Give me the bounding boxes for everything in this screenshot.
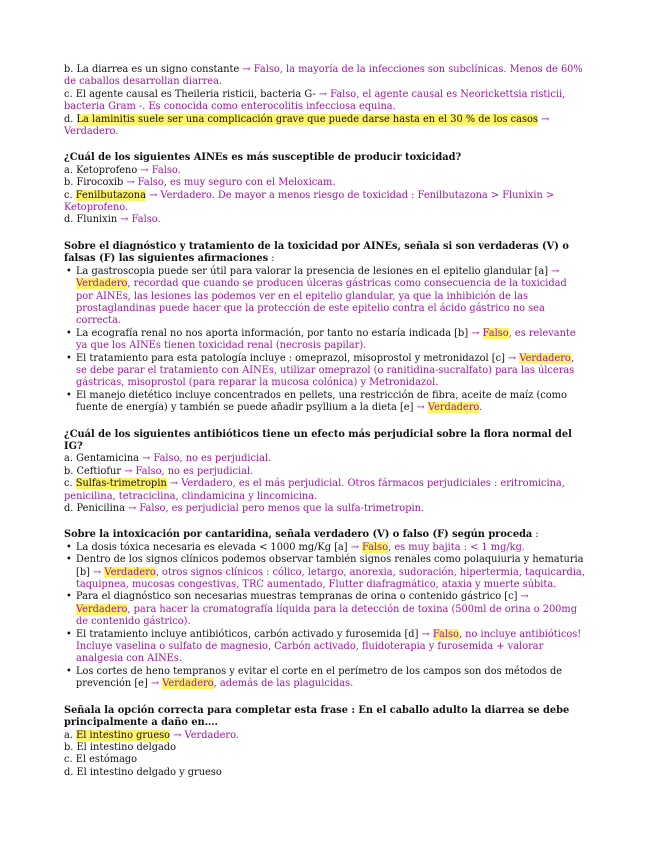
question-title: ¿Cuál de los siguientes antibióticos tiene un efecto más perjudicial sobre la flora normal del IG? [64, 428, 572, 452]
option-d: d. Penicilina → Falso, es perjudicial pero menos que la sulfa-trimetropin. [64, 503, 425, 514]
option-a: a. Ketoprofeno → Falso. [64, 164, 181, 176]
arrow-icon: → [150, 678, 160, 690]
arrow-icon: → [242, 64, 251, 75]
option-d: d. La laminitis suele ser una complicación grave que puede darse hasta en el 30 % de los casos → Verdadero. [64, 113, 550, 138]
answer-text: → Verdadero. [64, 113, 550, 138]
highlighted-answer: Verdadero [76, 603, 128, 615]
arrow-icon: → [541, 113, 550, 125]
answer-text: → Verdadero. De mayor a menos riesgo de toxicidad : Fenilbutazona > Flunixin > Ketoprofeno. [64, 189, 555, 214]
option-b: b. El intestino delgado [64, 741, 176, 753]
highlighted-answer: Sulfas-trimetropin [75, 478, 167, 490]
arrow-icon: → [520, 591, 529, 603]
option-c: c. Fenilbutazona → Verdadero. De mayor a menos riesgo de toxicidad : Fenilbutazona > Flunixin > Ketoprofeno. [64, 189, 555, 214]
arrow-icon: → [120, 214, 129, 226]
question-title: Sobre el diagnóstico y tratamiento de la toxicidad por AINEs, señala si son verdaderas (V) o falsas (F) las siguientes afirmaciones : [64, 240, 569, 265]
arrow-icon: → [128, 503, 137, 514]
option-text: c. El agente causal es Theileria risticii, bacteria G- [64, 88, 316, 100]
question-cantaridina [64, 529, 586, 690]
list-item: • El tratamiento incluye antibióticos, carbón activado y furosemida [d] → Falso, no incluye antibióticos! Incluye vaselina o sulfato de magnesio, Carbón activado, fluidoterapia y furosemida + valorar analgesia con AINEs. [76, 629, 586, 666]
highlighted-answer: Verdadero [427, 402, 480, 414]
arrow-icon: → [140, 164, 149, 176]
question-title: Sobre la intoxicación por cantaridina, señala verdadero (V) o falso (F) según proceda : [64, 529, 539, 541]
answer-text: → Falso, no es perjudicial. [142, 453, 272, 465]
list-item: • Los cortes de heno tempranos y evitar el corte en el perímetro de los campos son dos métodos de prevención [e] → Verdadero, además de las plaguicidas. [76, 666, 586, 691]
highlighted-answer: Fenilbutazona [75, 189, 146, 201]
highlighted-answer: Verdadero [104, 566, 156, 578]
answer-text: → Verdadero. [173, 729, 239, 741]
highlighted-answer: Verdadero [162, 678, 214, 690]
option-d: d. El intestino delgado y grueso [64, 766, 222, 778]
question-title: ¿Cuál de los siguientes AINEs es más susceptible de producir toxicidad? [64, 152, 462, 164]
highlighted-answer: Verdadero [76, 278, 128, 290]
arrow-icon: → [416, 402, 425, 414]
answer-text: → Verdadero, es el más perjudicial. Otros fármacos perjudiciales : eritromicina, penicilina, tetraciclina, clindamicina y lincomicina. [64, 478, 565, 502]
arrow-icon: → [124, 465, 133, 477]
list-item: • El tratamiento para esta patología incluye : omeprazol, misoprostol y metronidazol [c] → Verdadero, se debe parar el tratamiento con AINEs, utilizar omeprazol (o ranitidina-sucralfato) para las úlceras gástricas, misoprostol (para reparar la mucosa colónica) y Metronidazol. [76, 353, 586, 390]
highlighted-answer: Falso [432, 628, 459, 640]
option-c: c. El estómago [64, 754, 138, 766]
answer-text: → Falso, no es perjudicial. [124, 465, 254, 477]
question-aines-diagnosis [64, 241, 586, 415]
highlighted-answer: Verdadero [519, 352, 571, 364]
question-aines-toxicity [64, 152, 586, 226]
list-item: • La gastroscopia puede ser útil para valorar la presencia de lesiones en el epitelio glandular [a] → Verdadero, recordad que cuando se producen úlceras gástricas como consecuencia de la toxicidad por AINEs, las lesiones las podemos ver en el epitelio glandular, ya que la inhibición de las prostaglandinas puede hacer que la protección de este epitelio contra el ácido gástrico no sea correcta. [76, 266, 586, 328]
arrow-icon: → [318, 88, 328, 100]
arrow-icon: → [126, 177, 135, 189]
arrow-icon: → [508, 352, 517, 364]
option-b: b. Ceftiofur → Falso, no es perjudicial. [64, 465, 254, 477]
answer-text: → Falso, es perjudicial pero menos que la sulfa-trimetropin. [128, 503, 425, 514]
list-item: • El manejo dietético incluye concentrados en pellets, una restricción de fibra, aceite de maíz (como fuente de energía) y también se puede añadir psyllium a la dieta [e] → Verdadero. [76, 390, 586, 415]
answer-text: → Falso, es muy seguro con el Meloxicam. [126, 177, 336, 189]
highlighted-answer: El intestino grueso [76, 729, 171, 741]
option-c [64, 89, 586, 114]
statement-list [64, 542, 586, 691]
option-b [64, 64, 586, 89]
list-item: • La dosis tóxica necesaria es elevada < 1000 mg/Kg [a] → Falso, es muy bajita : < 1 mg/kg. [76, 542, 586, 554]
arrow-icon: → [421, 628, 430, 640]
option-text: b. La diarrea es un signo constante [64, 64, 240, 75]
answer-text: → Falso. [140, 164, 181, 176]
arrow-icon: → [471, 327, 480, 339]
question-1-continuation [64, 64, 586, 138]
highlighted-answer: Falso [482, 327, 509, 339]
option-a: a. El intestino grueso → Verdadero. [64, 729, 239, 741]
answer-text: → Falso, el agente causal es Neorickettsia risticii, bacteria Gram -. Es conocida como enterocolitis infecciosa equina. [64, 88, 566, 113]
arrow-icon: → [173, 729, 182, 741]
list-item: • La ecografía renal no nos aporta información, por tanto no estaría indicada [b] → Falso, es relevante ya que los AINEs tienen toxicidad renal (necrosis papilar). [76, 328, 586, 353]
arrow-icon: → [142, 453, 151, 465]
option-a: a. Gentamicina → Falso, no es perjudicial. [64, 453, 272, 465]
question-title: Señala la opción correcta para completar esta frase : En el caballo adulto la diarrea se debe principalmente a daño en…. [64, 704, 570, 729]
statement-list [64, 266, 586, 415]
arrow-icon: → [350, 541, 359, 553]
arrow-icon: → [551, 265, 560, 277]
option-b: b. Firocoxib → Falso, es muy seguro con el Meloxicam. [64, 177, 336, 189]
arrow-icon: → [149, 189, 158, 201]
arrow-icon: → [169, 478, 179, 490]
answer-text: → Falso, la mayoría de la infecciones son subclínicas. Menos de 60% de caballos desarrollan diarrea. [64, 64, 583, 88]
option-d: d. Flunixin → Falso. [64, 214, 161, 226]
highlighted-answer: La laminitis suele ser una complicación grave que puede darse hasta en el 30 % de los casos [76, 113, 538, 125]
question-diarrea-adult [64, 705, 586, 779]
list-item: • Dentro de los signos clínicos podemos observar también signos renales como polaquiuria y hematuria [b] → Verdadero, otros signos clínicos : cólico, letargo, anorexia, sudoración, hipertermia, taquicardia, taquipnea, mucosas congestivas, TRC aumentado, Flutter diafragmático, ataxia y muerte súbita. [76, 554, 586, 591]
document-page [64, 64, 586, 793]
option-c: c. Sulfas-trimetropin → Verdadero, es el más perjudicial. Otros fármacos perjudiciales : eritromicina, penicilina, tetraciclina, clindamicina y lincomicina. [64, 478, 565, 502]
highlighted-answer: Falso [362, 541, 389, 553]
question-antibiotics [64, 429, 586, 516]
list-item: • Para el diagnóstico son necesarias muestras tempranas de orina o contenido gástrico [c] → Verdadero, para hacer la cromatografía líquida para la detección de toxina (500ml de orina o 200mg de contenido gástrico). [76, 591, 586, 628]
answer-text: → Falso. [120, 214, 161, 226]
arrow-icon: → [93, 566, 102, 578]
